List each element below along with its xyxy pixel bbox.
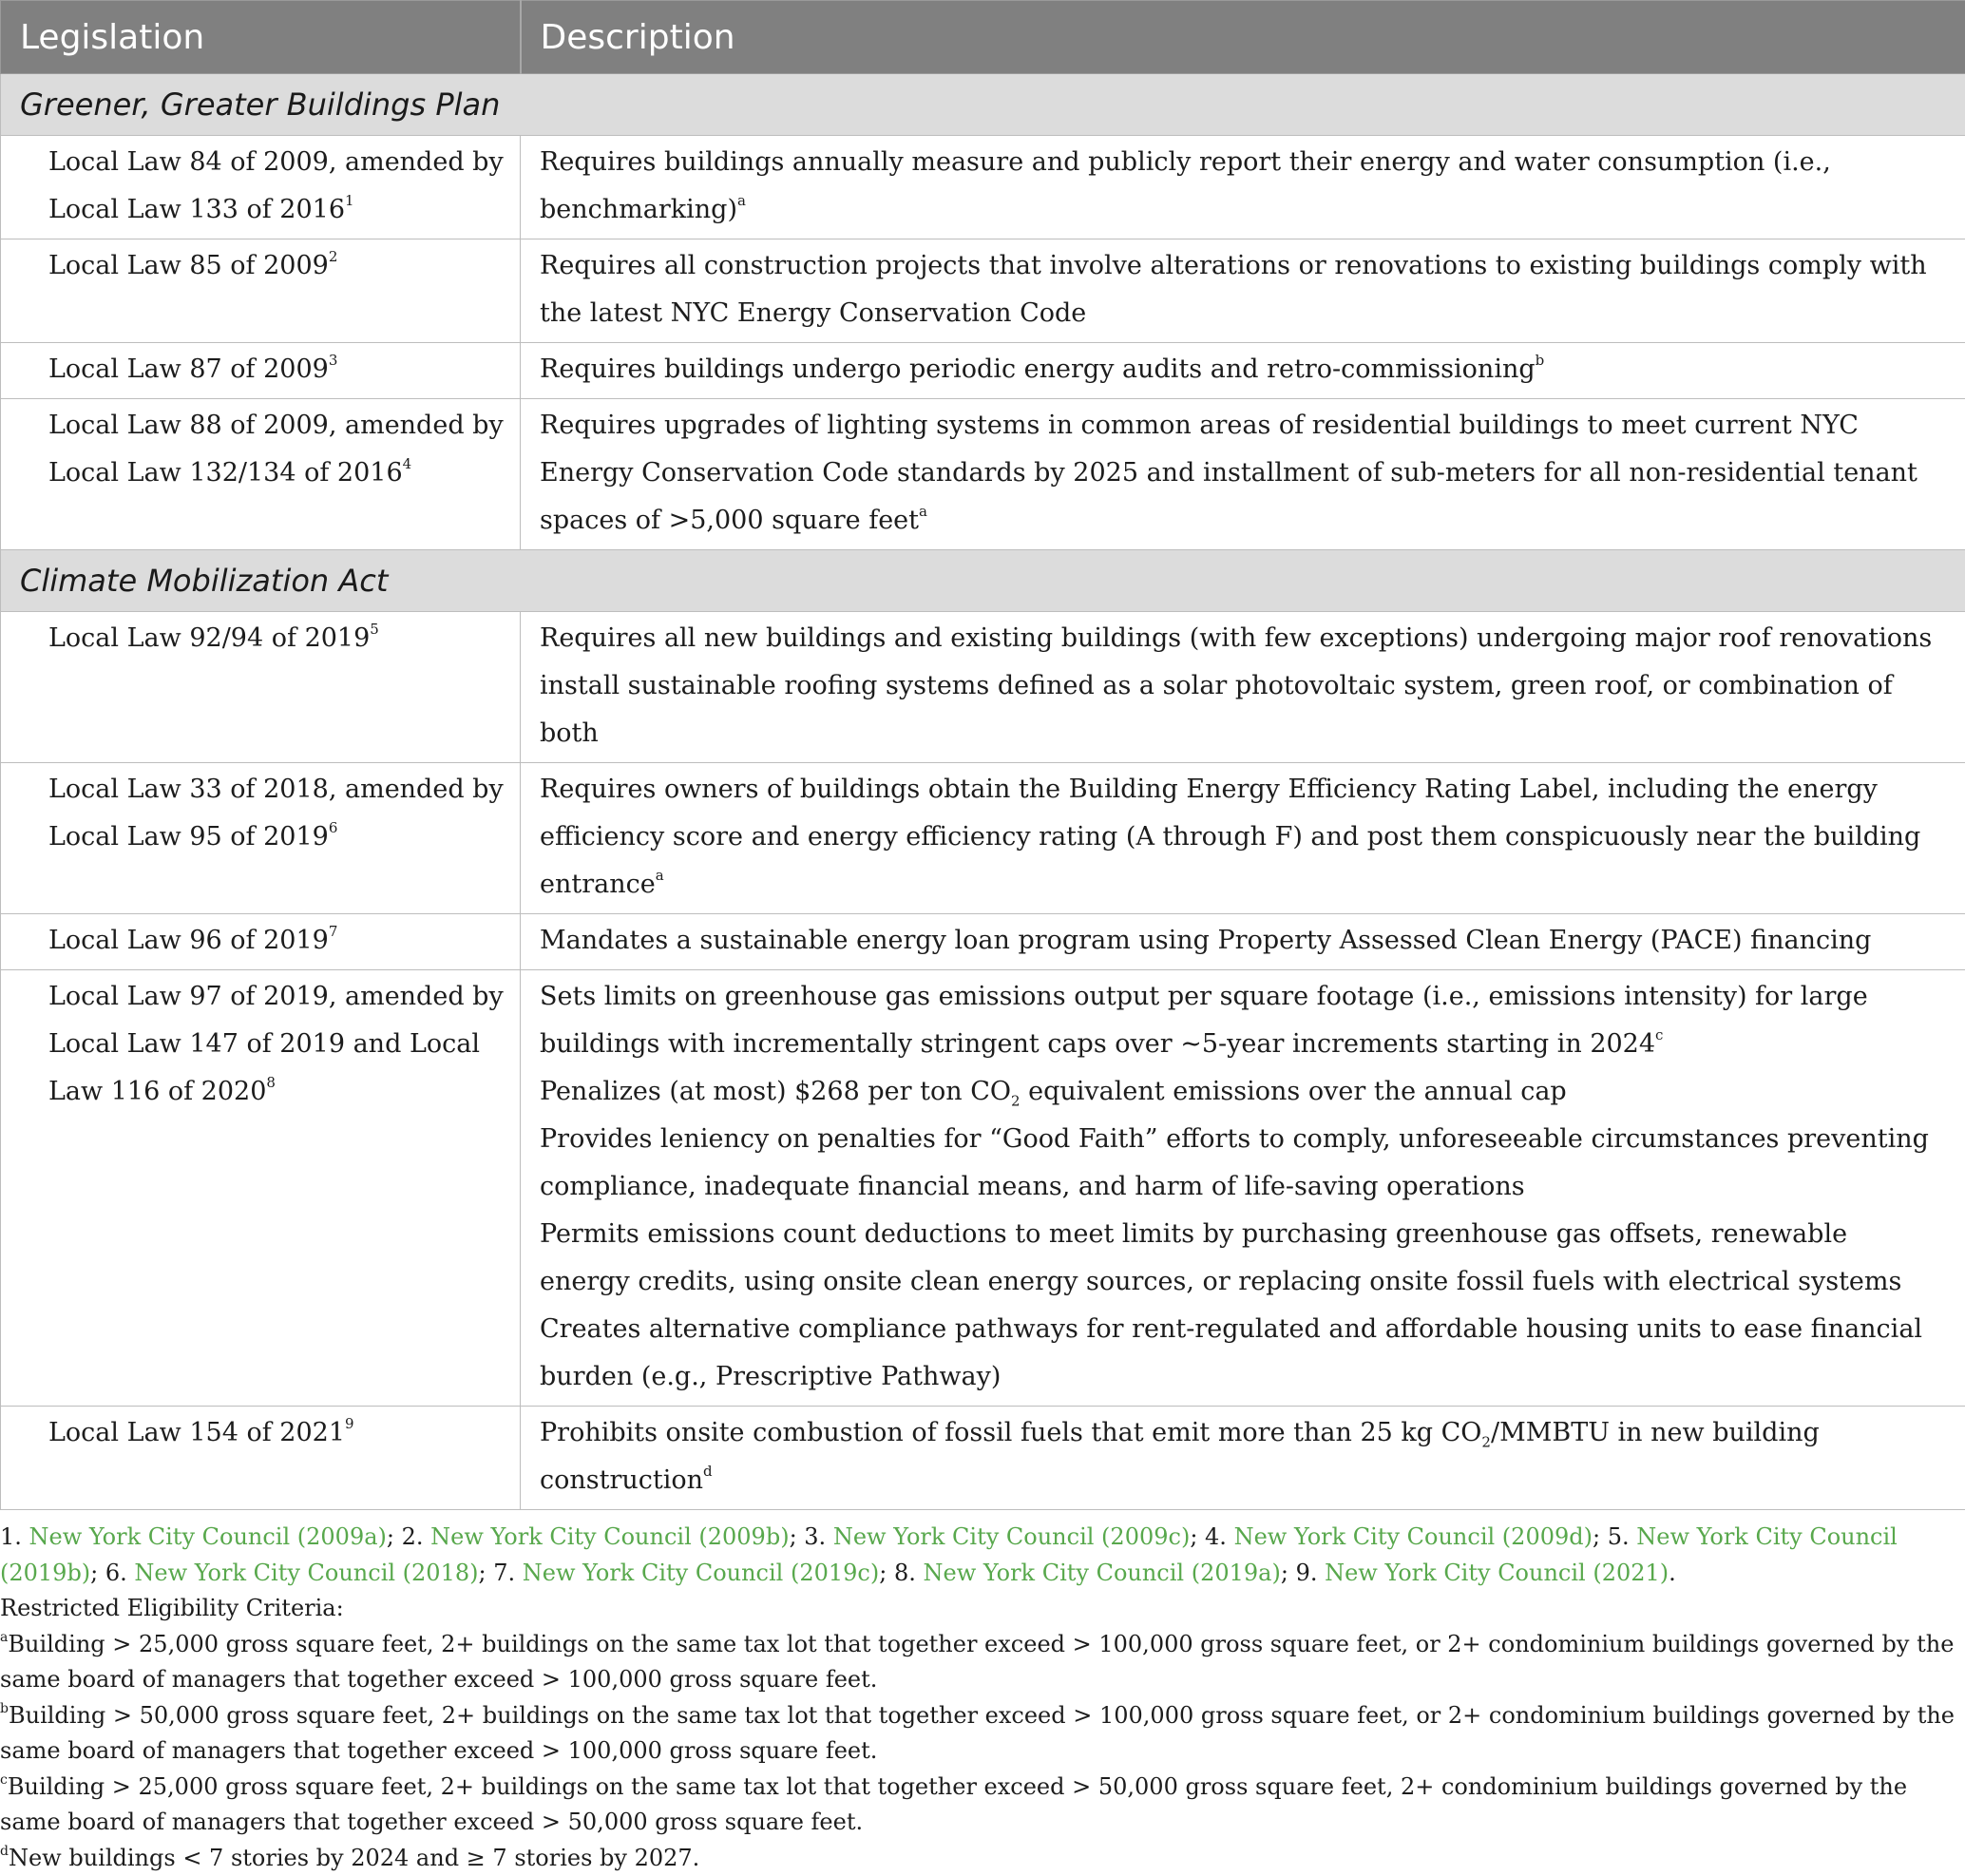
reference-separator: ; [1281,1560,1296,1586]
subscript: 2 [1481,1433,1491,1450]
law-name: Local Law 87 of 2009 [48,354,329,384]
description-text: Requires upgrades of lighting systems in common areas of residential buildings to meet current NYC Energy Conservation Code standards by 2025 and installment of sub-meters for all non-residential tenant spaces of >5,000 square feet [540,411,1917,535]
description-text: Mandates a sustainable energy loan program using Property Assessed Clean Energy (PACE) financing [540,926,1871,955]
law-name: Local Law 97 of 2019, amended by Local Law 147 of 2019 and Local Law 116 of 2020 [48,982,504,1106]
criteria-text: Building > 50,000 gross square feet, 2+ buildings on the same tax lot that together exceed > 100,000 gross square feet, or 2+ condominium buildings governed by the same board of managers that together exceed > 100,000 gross square feet. [0,1702,1955,1765]
reference-separator: ; [879,1560,894,1586]
description-paragraph [540,346,1940,393]
table-row [1,1407,1965,1510]
description-cell [521,1407,1965,1510]
reference-link[interactable]: New York City Council (2019b) [0,1523,1898,1586]
legislation-cell [1,914,521,970]
description-paragraph [540,139,1940,234]
criteria-list [0,1627,1957,1876]
law-name: Local Law 92/94 of 2019 [48,623,370,653]
description-paragraph [540,1068,1940,1116]
table-footnotes [0,1520,1957,1876]
legislation-cell [1,399,521,550]
description-text: Prohibits onsite combustion of fossil fuels that emit more than 25 kg CO [540,1418,1481,1447]
reference-separator: ; [790,1523,805,1550]
eligibility-marker: a [737,192,746,209]
legislation-cell [1,1407,521,1510]
legislation-cell [1,136,521,239]
description-text: Requires buildings annually measure and publicly report their energy and water consumption (i.e., benchmarking) [540,147,1831,224]
description-text: Sets limits on greenhouse gas emissions output per square footage (i.e., emissions intensity) for large buildings with incrementally stringent caps over ~5-year increments starting in 2024 [540,982,1868,1059]
description-cell [521,343,1965,399]
legislation-cell [1,343,521,399]
legislation-cell [1,612,521,763]
criteria-marker: c [0,1772,8,1788]
description-text: Provides leniency on penalties for “Good Faith” efforts to comply, unforeseeable circumstances preventing compliance, inadequate financial means, and harm of life-saving operations [540,1124,1929,1201]
section-row [1,550,1965,612]
eligibility-marker: d [703,1463,713,1480]
reference-index: 8. [894,1560,924,1586]
law-name: Local Law 96 of 2019 [48,926,329,955]
reference-link[interactable]: New York City Council (2009a) [29,1523,387,1550]
law-name: Local Law 33 of 2018, amended by Local Law 95 of 2019 [48,775,504,852]
description-paragraph [540,242,1940,337]
description-text: Creates alternative compliance pathways for rent-regulated and affordable housing units to ease financial burden (e.g., Prescriptive Pathway) [540,1314,1922,1391]
description-paragraph [540,615,1940,757]
criteria-text: Building > 25,000 gross square feet, 2+ buildings on the same tax lot that together exceed > 100,000 gross square feet, or 2+ condominium buildings governed by the same board of managers that together exceed > 100,000 gross square feet. [0,1631,1954,1694]
table-row [1,763,1965,914]
description-paragraph [540,1306,1940,1401]
criteria-marker: a [0,1630,8,1645]
reference-index: 3. [804,1523,833,1550]
description-text-continued: /MMBTU in new building construction [540,1418,1820,1495]
reference-link[interactable]: New York City Council (2018) [134,1560,478,1586]
subscript: 2 [1011,1092,1021,1109]
reference-number: 2 [329,248,338,265]
table-body [1,74,1965,1510]
reference-number: 8 [266,1074,276,1091]
legislation-cell [1,763,521,914]
description-cell [521,970,1965,1407]
section-title: Climate Mobilization Act [1,550,1965,612]
description-cell [521,914,1965,970]
table-row [1,239,1965,343]
reference-separator: ; [90,1560,105,1586]
eligibility-marker: c [1655,1026,1663,1043]
reference-index: 1. [0,1523,29,1550]
table-row [1,970,1965,1407]
reference-number: 3 [329,352,338,369]
table-row [1,399,1965,550]
law-name: Local Law 85 of 2009 [48,251,329,280]
description-paragraph [540,1116,1940,1211]
description-text: Requires all construction projects that involve alterations or renovations to existing buildings comply with the latest NYC Energy Conservation Code [540,251,1927,328]
description-cell [521,399,1965,550]
description-paragraph [540,766,1940,909]
reference-index: 5. [1608,1523,1637,1550]
criteria-text: Building > 25,000 gross square feet, 2+ buildings on the same tax lot that together exceed > 50,000 gross square feet, 2+ condominium buildings governed by the same board of managers that together exceed > 50,000 gross square feet. [0,1773,1907,1836]
eligibility-marker: b [1536,352,1545,369]
description-paragraph [540,973,1940,1068]
description-text: Penalizes (at most) $268 per ton CO [540,1077,1011,1106]
description-text: Permits emissions count deductions to meet limits by purchasing greenhouse gas offsets, renewable energy credits, using onsite clean energy sources, or replacing onsite fossil fuels with electrical systems [540,1219,1901,1296]
reference-index: 7. [493,1560,523,1586]
reference-link[interactable]: New York City Council (2009b) [430,1523,789,1550]
table-row [1,914,1965,970]
description-cell [521,136,1965,239]
criteria-item [0,1770,1957,1841]
reference-number: 6 [329,819,338,836]
reference-separator: . [1669,1560,1676,1586]
legislation-cell [1,239,521,343]
law-name: Local Law 88 of 2009, amended by Local Law 132/134 of 2016 [48,411,504,488]
description-paragraph [540,917,1940,965]
eligibility-marker: a [656,867,664,884]
reference-separator: ; [1593,1523,1608,1550]
description-paragraph [540,1211,1940,1306]
reference-link[interactable]: New York City Council (2021) [1325,1560,1669,1586]
reference-number: 7 [329,923,338,940]
table-header-row [1,1,1965,74]
reference-list [0,1520,1957,1591]
reference-separator: ; [478,1560,493,1586]
table-row [1,612,1965,763]
description-paragraph [540,402,1940,545]
criteria-item [0,1698,1957,1770]
description-cell [521,763,1965,914]
reference-number: 9 [345,1415,354,1432]
description-text: Requires buildings undergo periodic energy audits and retro-commissioning [540,354,1536,384]
reference-link[interactable]: New York City Council (2009c) [833,1523,1191,1550]
table-row [1,343,1965,399]
section-row [1,74,1965,136]
legislation-cell [1,970,521,1407]
reference-separator: ; [1190,1523,1205,1550]
reference-index: 2. [402,1523,431,1550]
description-text: Requires all new buildings and existing buildings (with few exceptions) undergoing major roof renovations install sustainable roofing systems defined as a solar photovoltaic system, green roof, or combination of both [540,623,1932,748]
reference-index: 9. [1296,1560,1326,1586]
law-name: Local Law 84 of 2009, amended by Local Law 133 of 2016 [48,147,504,224]
reference-index: 4. [1205,1523,1234,1550]
reference-link[interactable]: New York City Council (2009d) [1234,1523,1593,1550]
eligibility-marker: a [919,503,927,520]
header-legislation: Legislation [1,1,521,74]
reference-number: 1 [345,192,354,209]
reference-link[interactable]: New York City Council (2019c) [523,1560,880,1586]
reference-number: 4 [403,455,412,472]
description-cell [521,612,1965,763]
reference-number: 5 [370,621,379,638]
law-name: Local Law 154 of 2021 [48,1418,345,1447]
description-paragraph [540,1409,1940,1504]
header-description: Description [521,1,1965,74]
criteria-heading: Restricted Eligibility Criteria: [0,1591,1957,1627]
reference-link[interactable]: New York City Council (2019a) [923,1560,1280,1586]
description-text-continued: equivalent emissions over the annual cap [1021,1077,1567,1106]
reference-index: 6. [105,1560,135,1586]
criteria-item [0,1841,1957,1876]
reference-separator: ; [387,1523,402,1550]
table-row [1,136,1965,239]
criteria-item [0,1627,1957,1698]
description-cell [521,239,1965,343]
section-title: Greener, Greater Buildings Plan [1,74,1965,136]
description-text: Requires owners of buildings obtain the Building Energy Efficiency Rating Label, including the energy efficiency score and energy efficiency rating (A through F) and post them conspicuously near the building entrance [540,775,1920,899]
criteria-text: New buildings < 7 stories by 2024 and ≥ 7 stories by 2027. [9,1845,699,1871]
criteria-marker: b [0,1701,9,1716]
criteria-marker: d [0,1844,9,1859]
